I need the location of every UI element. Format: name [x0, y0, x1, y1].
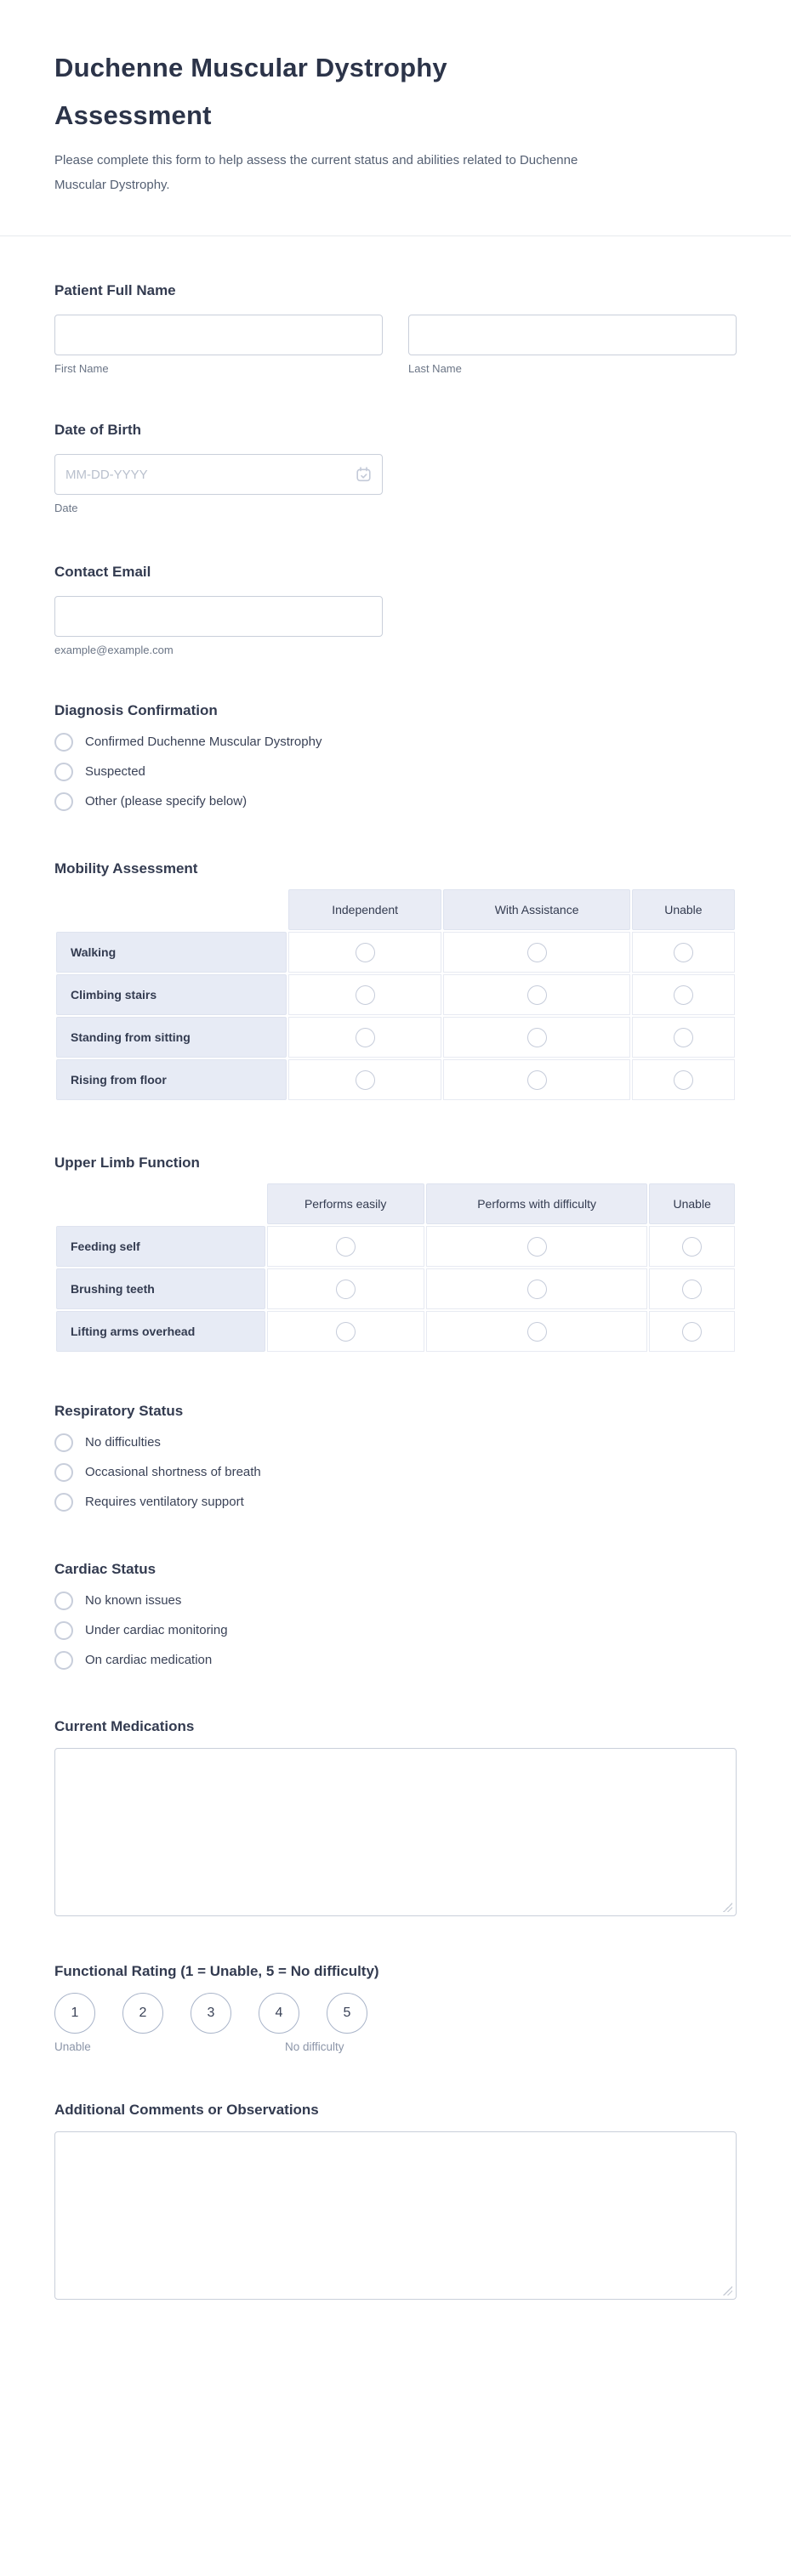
last-name-sublabel: Last Name [408, 362, 462, 375]
cardiac-options [54, 1592, 737, 1670]
respiratory-options [54, 1433, 737, 1512]
field-contact-email [54, 564, 737, 656]
comments-label: Additional Comments or Observations [54, 2102, 319, 2118]
upper-limb-cell [426, 1226, 648, 1267]
name-inputs-row [54, 315, 737, 375]
mobility-cell [632, 932, 735, 973]
diagnosis-label: Diagnosis Confirmation [54, 702, 218, 718]
upper-limb-cell [649, 1226, 735, 1267]
upper-limb-row-lifting-arms-overhead: Lifting arms overhead [56, 1311, 265, 1352]
radio-occasional-shortness[interactable] [54, 1463, 73, 1482]
radio-suspected[interactable] [54, 763, 73, 781]
radio-lifting-arms-overhead-performs-with-difficulty[interactable] [527, 1322, 547, 1342]
rating-2[interactable]: 2 [122, 1993, 163, 2034]
medications-textarea[interactable] [54, 1748, 737, 1916]
radio-brushing-teeth-performs-with-difficulty[interactable] [527, 1279, 547, 1299]
upper-limb-matrix [54, 1182, 737, 1353]
upper-limb-cell [267, 1226, 424, 1267]
respiratory-option-no-difficulties[interactable] [54, 1433, 737, 1452]
upper-limb-row-brushing-teeth: Brushing teeth [56, 1268, 265, 1309]
radio-confirmed-dmd[interactable] [54, 733, 73, 752]
respiratory-option-ventilatory-support[interactable] [54, 1493, 737, 1512]
mobility-cell [443, 1017, 629, 1058]
rating-max-label: No difficulty [285, 2040, 344, 2053]
radio-confirmed-dmd-label[interactable]: Confirmed Duchenne Muscular Dystrophy [85, 735, 322, 749]
cardiac-option-no-known-issues[interactable] [54, 1592, 737, 1610]
email-label: Contact Email [54, 564, 151, 580]
radio-under-monitoring-label[interactable]: Under cardiac monitoring [85, 1623, 228, 1637]
upper-limb-col-unable: Unable [649, 1183, 735, 1224]
radio-climbing-stairs-unable[interactable] [674, 985, 693, 1005]
upper-limb-cell [426, 1268, 648, 1309]
field-date-of-birth [54, 422, 737, 514]
field-functional-rating [54, 1963, 737, 2054]
rating-scale-labels [54, 2040, 737, 2054]
radio-no-known-issues[interactable] [54, 1592, 73, 1610]
mobility-label: Mobility Assessment [54, 860, 198, 877]
rating-scale [54, 1993, 737, 2034]
radio-ventilatory-support[interactable] [54, 1493, 73, 1512]
respiratory-option-occasional-shortness[interactable] [54, 1463, 737, 1482]
rating-label: Functional Rating (1 = Unable, 5 = No difficulty) [54, 1963, 379, 1979]
patient-name-label: Patient Full Name [54, 282, 176, 298]
form-title: Duchenne Muscular Dystrophy Assessment [54, 53, 447, 130]
mobility-col-unable: Unable [632, 889, 735, 930]
radio-other-label[interactable]: Other (please specify below) [85, 794, 248, 809]
radio-lifting-arms-overhead-unable[interactable] [682, 1322, 702, 1342]
mobility-cell [288, 932, 442, 973]
field-cardiac-status [54, 1561, 737, 1670]
rating-4[interactable]: 4 [259, 1993, 299, 2034]
diagnosis-option-confirmed[interactable] [54, 733, 737, 752]
radio-ventilatory-support-label[interactable]: Requires ventilatory support [85, 1495, 244, 1509]
diagnosis-options [54, 733, 737, 811]
radio-brushing-teeth-unable[interactable] [682, 1279, 702, 1299]
mobility-cell [443, 932, 629, 973]
radio-rising-from-floor-with-assistance[interactable] [527, 1070, 547, 1090]
cardiac-option-on-medication[interactable] [54, 1651, 737, 1670]
calendar-check-icon[interactable] [355, 466, 373, 484]
radio-on-cardiac-medication[interactable] [54, 1651, 73, 1670]
rating-5[interactable]: 5 [327, 1993, 367, 2034]
field-patient-full-name [54, 282, 737, 375]
field-additional-comments [54, 2102, 737, 2300]
radio-no-known-issues-label[interactable]: No known issues [85, 1593, 182, 1608]
mobility-row-walking: Walking [56, 932, 287, 973]
first-name-col [54, 315, 383, 375]
dob-label: Date of Birth [54, 422, 141, 438]
field-mobility-assessment [54, 860, 737, 1102]
field-respiratory-status [54, 1403, 737, 1512]
radio-occasional-shortness-label[interactable]: Occasional shortness of breath [85, 1465, 261, 1479]
mobility-cell [288, 974, 442, 1015]
upper-limb-cell [649, 1311, 735, 1352]
upper-limb-cell [267, 1268, 424, 1309]
radio-walking-unable[interactable] [674, 943, 693, 962]
upper-limb-col-performs-with-difficulty: Performs with difficulty [426, 1183, 648, 1224]
radio-no-difficulties[interactable] [54, 1433, 73, 1452]
mobility-row-climbing-stairs: Climbing stairs [56, 974, 287, 1015]
last-name-col [408, 315, 737, 375]
radio-walking-with-assistance[interactable] [527, 943, 547, 962]
radio-lifting-arms-overhead-performs-easily[interactable] [336, 1322, 356, 1342]
rating-min-label: Unable [54, 2040, 91, 2053]
header-divider [0, 235, 791, 236]
email-input[interactable] [54, 596, 383, 637]
mobility-col-with-assistance: With Assistance [443, 889, 629, 930]
radio-suspected-label[interactable]: Suspected [85, 764, 145, 779]
mobility-cell [443, 974, 629, 1015]
upper-limb-label: Upper Limb Function [54, 1155, 200, 1171]
radio-standing-from-sitting-independent[interactable] [356, 1028, 375, 1047]
dob-input-wrap [54, 454, 383, 495]
radio-standing-from-sitting-unable[interactable] [674, 1028, 693, 1047]
comments-textarea-wrap [54, 2131, 737, 2300]
radio-on-cardiac-medication-label[interactable]: On cardiac medication [85, 1653, 213, 1667]
dob-input[interactable] [54, 454, 383, 495]
radio-feeding-self-unable[interactable] [682, 1237, 702, 1257]
medications-label: Current Medications [54, 1718, 195, 1734]
upper-limb-corner-cell [56, 1183, 265, 1224]
upper-limb-col-performs-easily: Performs easily [267, 1183, 424, 1224]
mobility-cell [632, 1059, 735, 1100]
mobility-corner-cell [56, 889, 287, 930]
dob-sublabel: Date [54, 502, 78, 514]
last-name-input[interactable] [408, 315, 737, 355]
radio-climbing-stairs-with-assistance[interactable] [527, 985, 547, 1005]
radio-under-monitoring[interactable] [54, 1621, 73, 1640]
radio-other[interactable] [54, 792, 73, 811]
mobility-row-rising-from-floor: Rising from floor [56, 1059, 287, 1100]
mobility-col-independent: Independent [288, 889, 442, 930]
first-name-input[interactable] [54, 315, 383, 355]
respiratory-label: Respiratory Status [54, 1403, 184, 1419]
comments-textarea[interactable] [54, 2131, 737, 2300]
field-current-medications [54, 1718, 737, 1916]
email-sublabel: example@example.com [54, 644, 174, 656]
mobility-cell [288, 1017, 442, 1058]
upper-limb-cell [649, 1268, 735, 1309]
mobility-cell [443, 1059, 629, 1100]
cardiac-label: Cardiac Status [54, 1561, 156, 1577]
cardiac-option-under-monitoring[interactable] [54, 1621, 737, 1640]
medications-textarea-wrap [54, 1748, 737, 1916]
radio-rising-from-floor-unable[interactable] [674, 1070, 693, 1090]
mobility-matrix [54, 888, 737, 1102]
mobility-cell [632, 1017, 735, 1058]
field-diagnosis-confirmation [54, 702, 737, 811]
radio-standing-from-sitting-with-assistance[interactable] [527, 1028, 547, 1047]
radio-walking-independent[interactable] [356, 943, 375, 962]
rating-3[interactable]: 3 [191, 1993, 231, 2034]
first-name-sublabel: First Name [54, 362, 109, 375]
radio-no-difficulties-label[interactable]: No difficulties [85, 1435, 161, 1450]
radio-feeding-self-performs-easily[interactable] [336, 1237, 356, 1257]
rating-1[interactable]: 1 [54, 1993, 95, 2034]
mobility-cell [288, 1059, 442, 1100]
mobility-row-standing-from-sitting: Standing from sitting [56, 1017, 287, 1058]
mobility-cell [632, 974, 735, 1015]
field-upper-limb-function [54, 1155, 737, 1353]
radio-rising-from-floor-independent[interactable] [356, 1070, 375, 1090]
radio-feeding-self-performs-with-difficulty[interactable] [527, 1237, 547, 1257]
upper-limb-row-feeding-self: Feeding self [56, 1226, 265, 1267]
form-subtitle: Please complete this form to help assess the current status and abilities related to Duchenne Muscular Dystrophy. [54, 153, 578, 192]
radio-climbing-stairs-independent[interactable] [356, 985, 375, 1005]
diagnosis-option-suspected[interactable] [54, 763, 737, 781]
diagnosis-option-other[interactable] [54, 792, 737, 811]
radio-brushing-teeth-performs-easily[interactable] [336, 1279, 356, 1299]
upper-limb-cell [267, 1311, 424, 1352]
upper-limb-cell [426, 1311, 648, 1352]
email-input-wrap [54, 596, 383, 637]
